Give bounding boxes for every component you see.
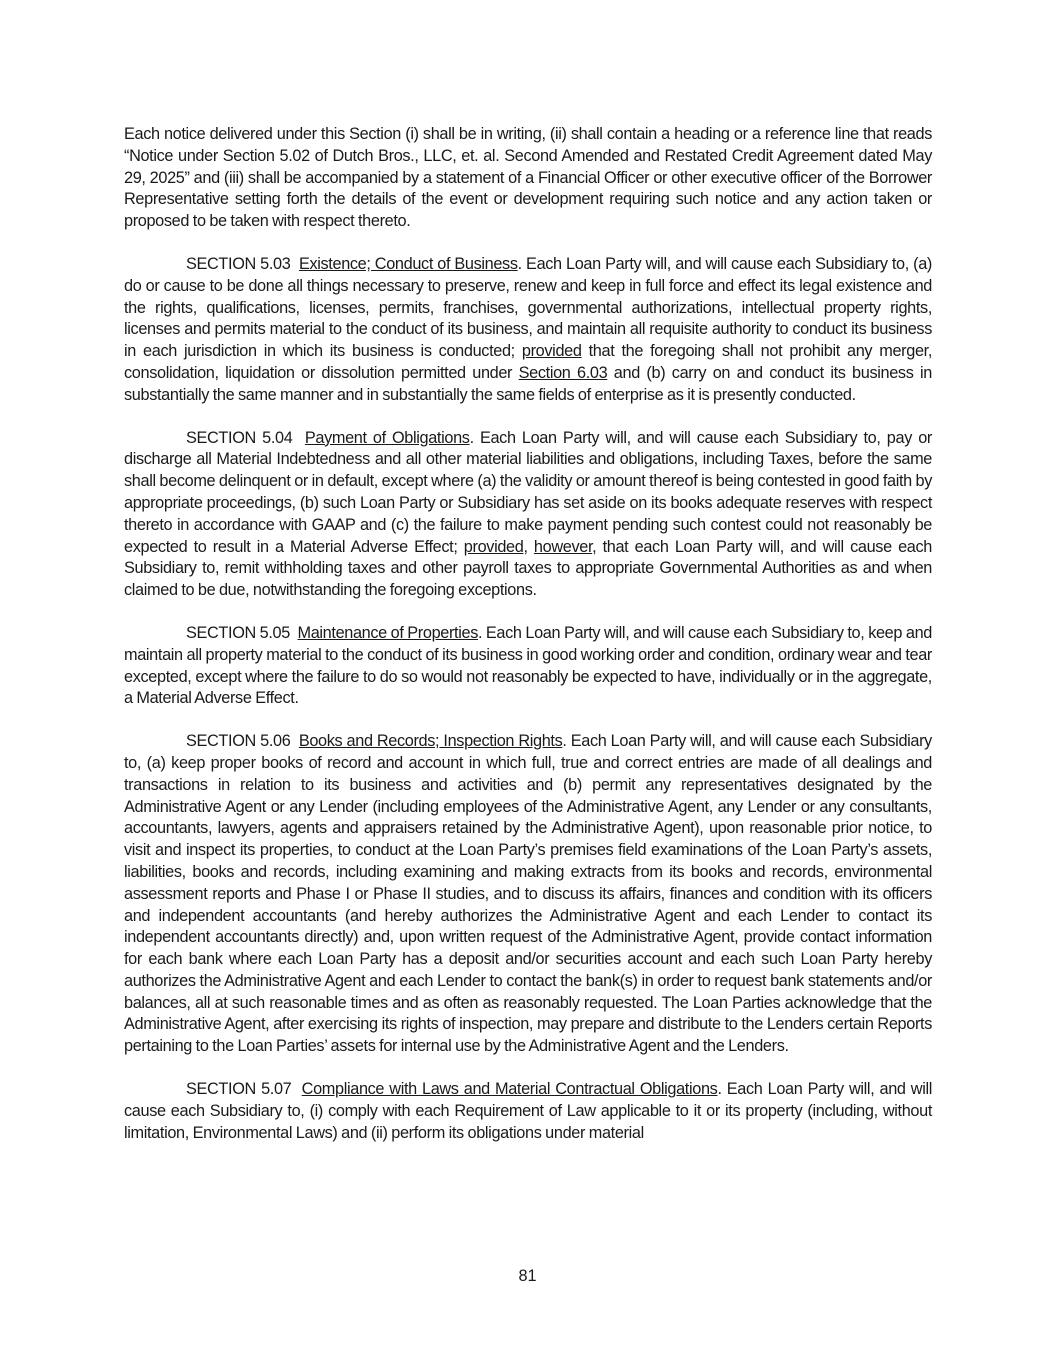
separator-text: , — [523, 537, 534, 556]
page-number: 81 — [518, 1267, 537, 1285]
section-number: SECTION 5.03 — [186, 254, 291, 273]
section-number: SECTION 5.06 — [186, 732, 291, 751]
section-heading: Compliance with Laws and Material Contractual Obligations — [301, 1080, 718, 1099]
notice-paragraph — [124, 124, 932, 233]
however-term: however — [533, 537, 593, 556]
notice-text: Each notice delivered under this Section (i) shall be in writing, (ii) shall contain a heading or a reference line that reads “Notice under Section 5.02 of Dutch Bros., LLC, et. al. Second Amended and Restated Credit Agreement dated May 29, 2025” and (iii) shall be accompanied by a statement of a Financial Officer or other executive officer of the Borrower Representative setting forth the details of the event or development requiring such notice and any action taken or proposed to be taken with respect thereto. — [124, 125, 932, 231]
section-text: and (b) carry on and conduct its business in substantially the same manner and in substantially the same fields of enterprise as it is presently conducted. — [124, 363, 932, 404]
section-number: SECTION 5.04 — [186, 428, 293, 447]
section-text: . Each Loan Party will, and will cause each Subsidiary to, (a) do or cause to be done all things necessary to preserve, renew and keep in full force and effect its legal existence and the rights, qualifications, licenses, permits, franchises, governmental authorizations, intellectual property rights, licenses and permits material to the conduct of its business, and maintain all requisite authority to conduct its business in each jurisdiction in which its business is conducted; — [124, 254, 932, 361]
provided-term: provided — [463, 537, 524, 556]
section-reference: Section 6.03 — [518, 363, 608, 382]
section-5-05 — [124, 623, 932, 710]
section-heading: Books and Records; Inspection Rights — [298, 732, 563, 751]
section-5-03 — [124, 254, 932, 407]
section-5-04 — [124, 428, 932, 602]
section-text: . Each Loan Party will, and will cause each Subsidiary to, keep and maintain all property material to the conduct of its business in good working order and condition, ordinary wear and tear excepted, except where the failure to do so would not reasonably be expected to have, individually or in the aggregate, a Material Adverse Effect. — [124, 623, 932, 708]
section-number: SECTION 5.07 — [186, 1080, 292, 1099]
section-text: . Each Loan Party will, and will cause each Subsidiary to, (i) comply with each Requirement of Law applicable to it or its property (including, without limitation, Environmental Laws) and (ii) perform its obligations under material — [124, 1080, 932, 1142]
section-5-06 — [124, 731, 932, 1058]
section-5-07 — [124, 1079, 932, 1144]
section-heading: Payment of Obligations — [304, 428, 470, 447]
section-heading: Existence; Conduct of Business — [298, 254, 518, 273]
section-text: . Each Loan Party will, and will cause each Subsidiary to, pay or discharge all Material Indebtedness and all other material liabilities and obligations, including Taxes, before the same shall become delinquent or in default, except where (a) the validity or amount thereof is being contested in good faith by appropriate proceedings, (b) such Loan Party or Subsidiary has set aside on its books adequate reserves with respect thereto in accordance with GAAP and (c) the failure to make payment pending such contest could not reasonably be expected to result in a Material Adverse Effect; — [124, 428, 933, 556]
page-body — [124, 124, 932, 1165]
section-text: that the foregoing shall not prohibit any merger, consolidation, liquidation or dissolution permitted under — [124, 342, 932, 382]
section-text: . Each Loan Party will, and will cause each Subsidiary to, (a) keep proper books of record and account in which full, true and correct entries are made of all dealings and transactions in relation to its business and activities and (b) permit any representatives designated by the Administrative Agent or any Lender (including employees of the Administrative Agent, any Lender or any consultants, accountants, lawyers, agents and appraisers retained by the Administrative Agent), upon reasonable prior notice, to visit and inspect its properties, to conduct at the Loan Party’s premises field examinations of the Loan Party’s assets, liabilities, books and records, including examining and making extracts from its books and records, environmental assessment reports and Phase I or Phase II studies, and to discuss its affairs, finances and condition with its officers and independent accountants (and hereby authorizes the Administrative Agent and each Lender to contact its independent accountants directly) and, upon written request of the Administrative Agent, provide contact information for each bank where each Loan Party has a deposit and/or securities account and each such Loan Party hereby authorizes the Administrative Agent and each Lender to contact the bank(s) in order to request bank statements and/or balances, all at such reasonable times and as often as reasonably requested. The Loan Parties acknowledge that the Administrative Agent, after exercising its rights of inspection, may prepare and distribute to the Lenders certain Reports pertaining to the Loan Parties’ assets for internal use by the Administrative Agent and the Lenders. — [124, 732, 932, 1056]
section-heading: Maintenance of Properties — [297, 623, 478, 642]
provided-term: provided — [521, 342, 582, 361]
section-number: SECTION 5.05 — [186, 623, 290, 642]
section-text: , that each Loan Party will, and will cause each Subsidiary to, remit withholding taxes and other payroll taxes to appropriate Governmental Authorities as and when claimed to be due, notwithstanding the foregoing exceptions. — [124, 537, 932, 600]
